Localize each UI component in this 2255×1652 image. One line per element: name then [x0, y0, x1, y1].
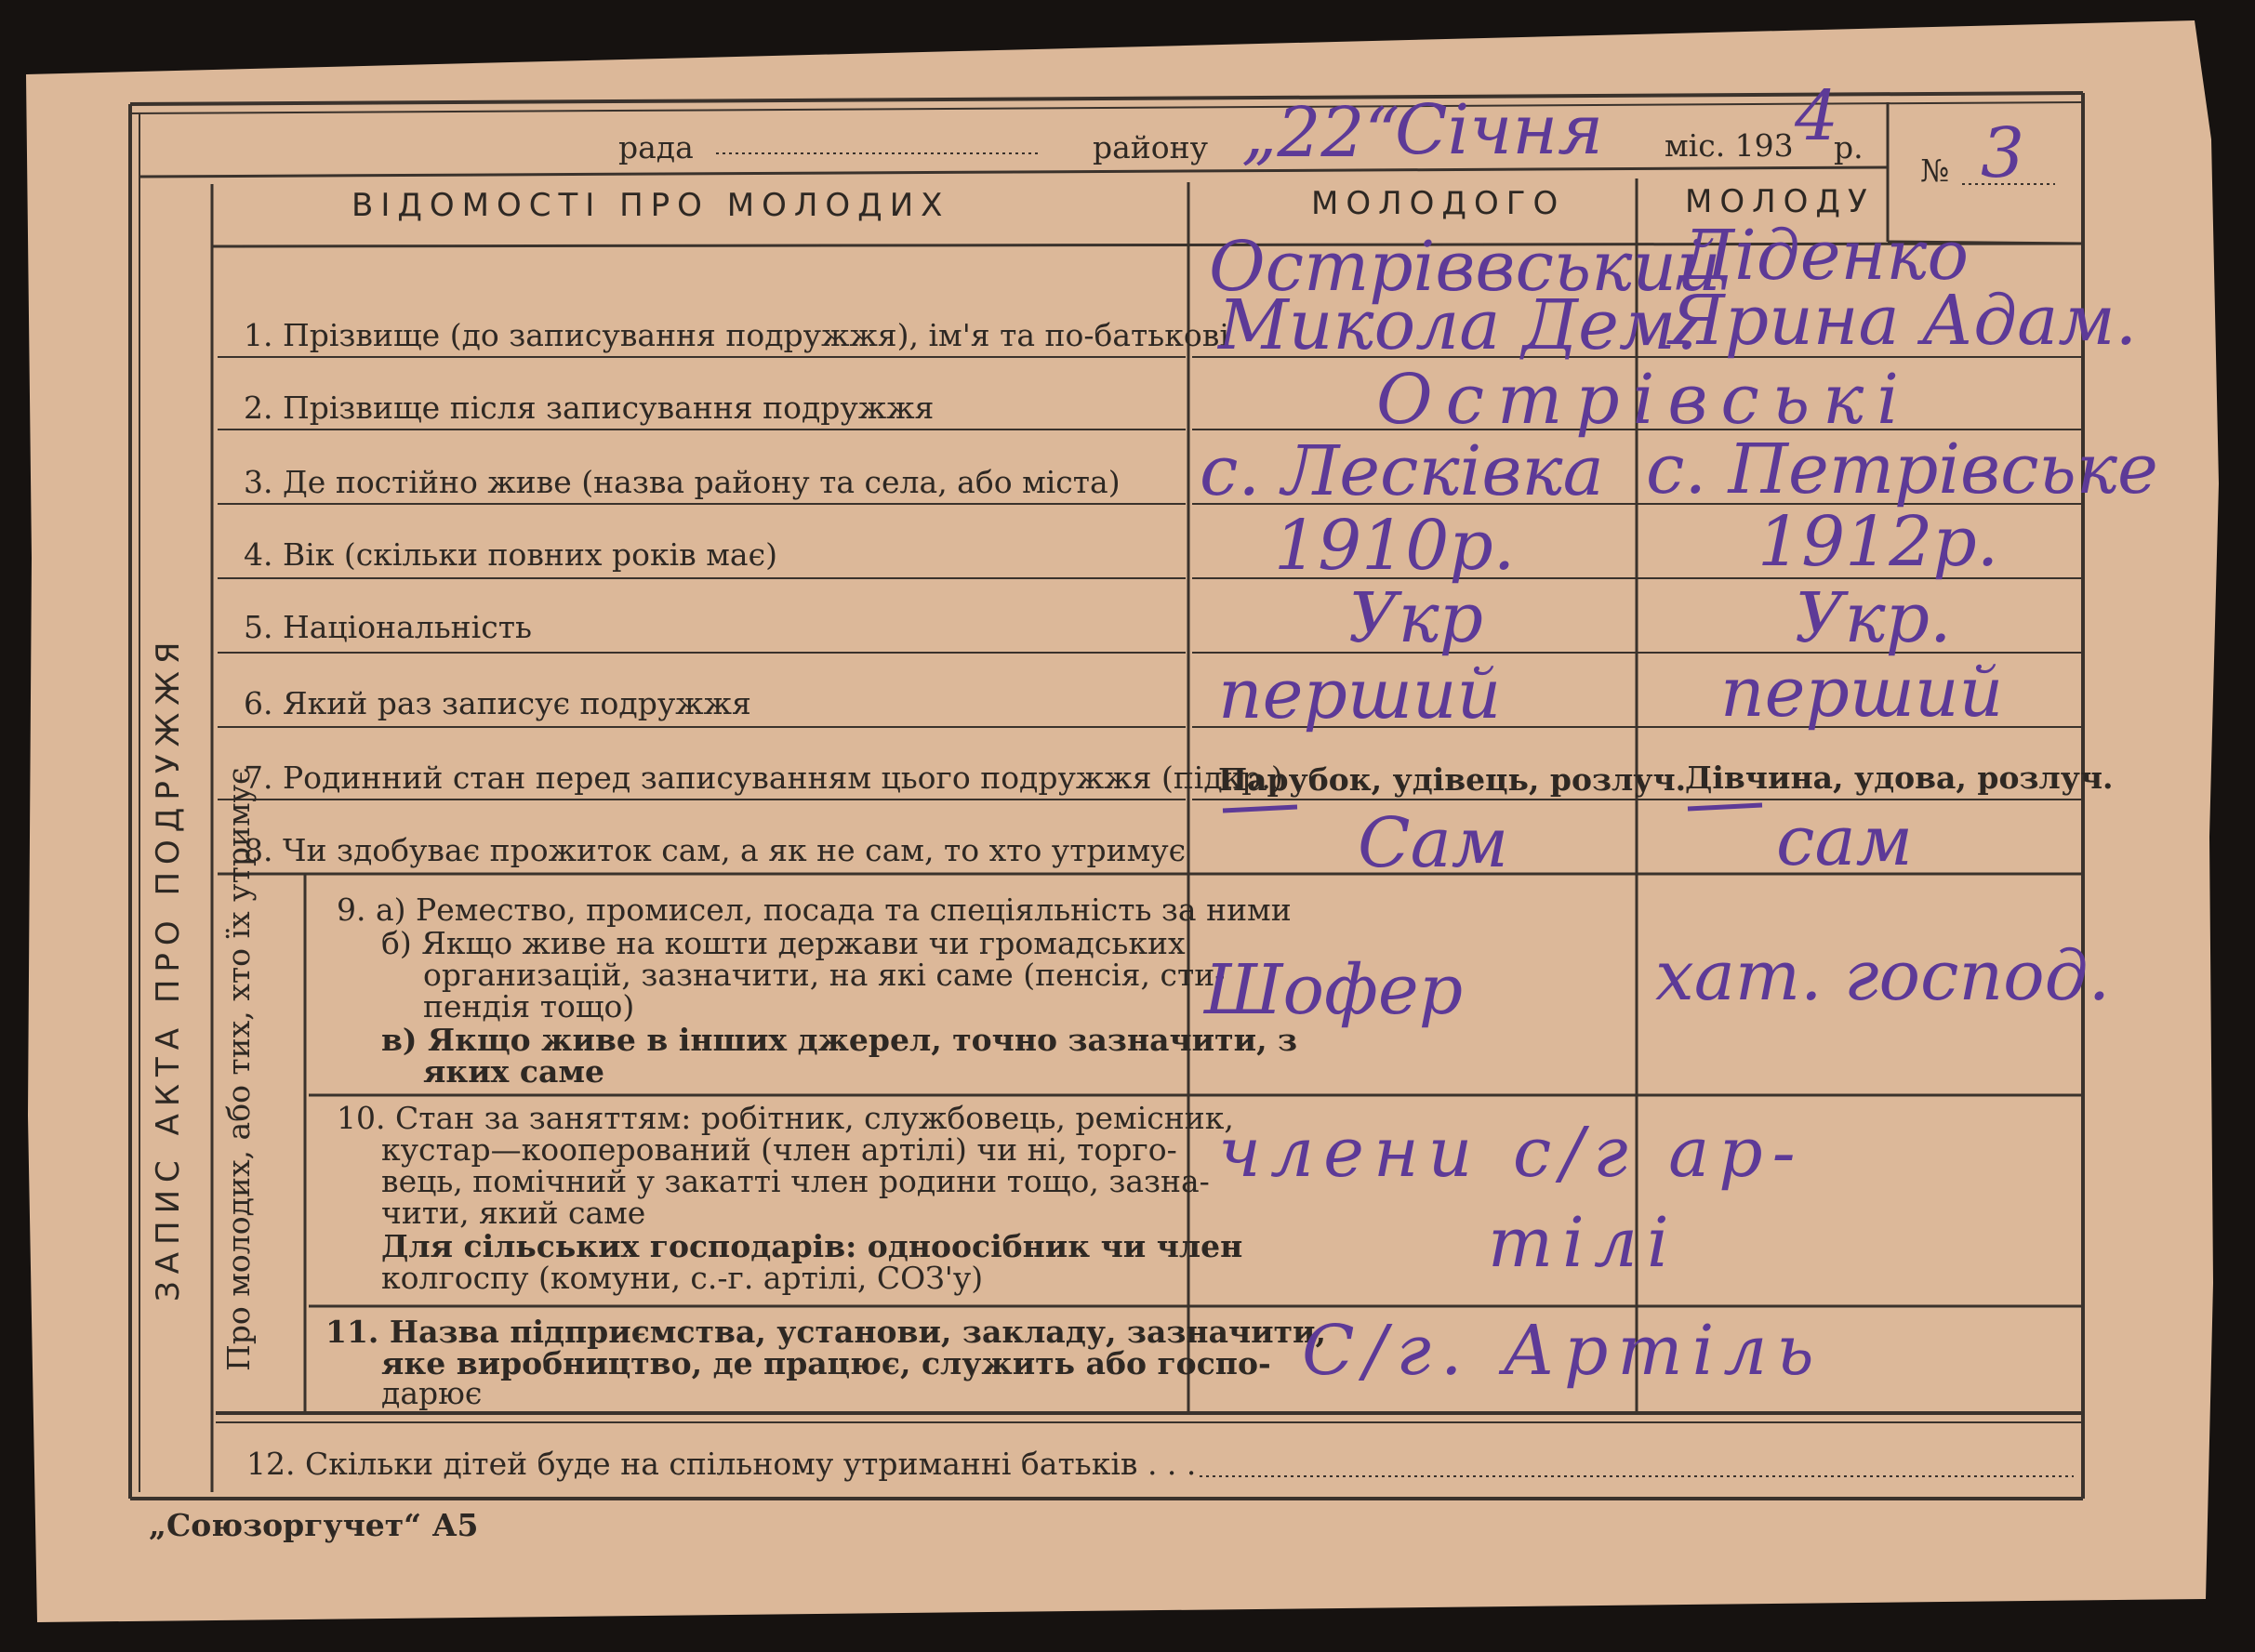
bride-name: Ярина Адам.	[1669, 281, 2138, 361]
date-month: Січня	[1395, 90, 1604, 170]
row-11-line-3: дарює	[381, 1375, 483, 1411]
groom-column-header: МОЛОДОГО	[1311, 185, 1566, 222]
groom-marital-options: Парубок, удівець, розлуч.	[1218, 761, 1687, 798]
side-title: ЗАПИС АКТА ПРО ПОДРУЖЖЯ	[150, 634, 187, 1302]
bride-self-support: сам	[1776, 801, 1913, 881]
raion-label: району	[1093, 129, 1209, 165]
groom-residence: с. Лесківка	[1200, 431, 1604, 511]
info-column-header: ВІДОМОСТІ ПРО МОЛОДИХ	[352, 187, 950, 224]
groom-name: Микола Дем.	[1218, 285, 1698, 365]
row-2-label: 2. Прізвище після записування подружжя	[244, 390, 935, 426]
row-9-line-1: 9. а) Ремество, промисел, посада та спеціяльність за ними	[337, 892, 1292, 928]
row-10-line-1: 10. Стан за заняттям: робітник, службовець, ремісник,	[337, 1100, 1234, 1136]
row-10-line-6: колгоспу (комуни, с.-г. артілі, СОЗ'у)	[381, 1260, 984, 1296]
row-6-label: 6. Який раз записує подружжя	[244, 685, 751, 721]
number-label: №	[1920, 152, 1950, 189]
joint-surname: Острівські	[1376, 360, 1912, 440]
row-11-line-1: 11. Назва підприємства, установи, закладу, зазначити,	[325, 1314, 1326, 1350]
number-value: 3	[1981, 113, 2025, 193]
row-5-label: 5. Національність	[244, 609, 532, 645]
row-3-label: 3. Де постійно живе (назва району та села, або міста)	[244, 464, 1121, 500]
workplace: С/г. Артіль	[1302, 1311, 1824, 1391]
groom-self-support: Сам	[1358, 803, 1509, 883]
occupation-status-line-1: члени с/г ар-	[1218, 1113, 1805, 1193]
row-1-label: 1. Прізвище (до записування подружжя), ім'я та по-батькові	[244, 317, 1229, 353]
occupation-status-line-2: тілі	[1488, 1203, 1678, 1283]
bride-column-header: МОЛОДУ	[1685, 183, 1875, 220]
row-8-label: 8. Чи здобуває прожиток сам, а як не сам, то хто утримує	[244, 832, 1187, 868]
groom-marriage-count: перший	[1218, 654, 1502, 734]
year-digit: 4	[1795, 76, 1839, 156]
month-year-label: міс. 193	[1665, 127, 1794, 164]
bride-residence: с. Петрівське	[1646, 430, 2158, 509]
year-suffix: р.	[1834, 129, 1864, 165]
row-9-line-5: в) Якщо живе в інших джерел, точно зазначити, з	[381, 1022, 1298, 1058]
row-9-line-2: б) Якщо живе на кошти держави чи громадських	[381, 925, 1186, 961]
bride-birth-year: 1912р.	[1758, 502, 1999, 582]
row-10-line-4: чити, який саме	[381, 1195, 646, 1231]
printer-imprint: „Союзоргучет“ А5	[149, 1507, 479, 1543]
bride-marital-options: Дівчина, удова, розлуч.	[1685, 760, 2114, 796]
row-4-label: 4. Вік (скільки повних років має)	[244, 536, 777, 573]
groom-surname: Остріввський	[1209, 227, 1721, 307]
row-10-line-5: Для сільських господарів: одноосібник чи член	[381, 1228, 1243, 1264]
row-9-line-6: яких саме	[423, 1053, 604, 1090]
date-day: „22“	[1241, 93, 1400, 173]
row-11-line-2: яке виробництво, де працює, служить або госпо-	[381, 1345, 1271, 1381]
rada-label: рада	[618, 129, 694, 165]
groom-occupation: Шофер	[1204, 950, 1464, 1030]
row-10-line-2: кустар—кооперований (член артілі) чи ні, торго-	[381, 1131, 1177, 1168]
row-10-line-3: вець, помічний у закатті член родини тощо, зазна-	[381, 1163, 1210, 1199]
groom-nationality: Укр	[1348, 578, 1484, 658]
row-9-line-3: организацій, зазначити, на які саме (пенсія, сти-	[423, 957, 1226, 993]
row-9-line-4: пендія тощо)	[423, 988, 635, 1024]
row-12-label: 12. Скільки дітей буде на спільному утриманні батьків . . .	[246, 1446, 1197, 1482]
bride-marriage-count: перший	[1720, 653, 2004, 733]
row-7-label: 7. Родинний стан перед записуванням цього подружжя (підкр.)	[244, 760, 1283, 796]
bride-occupation: хат. господ.	[1655, 936, 2111, 1016]
groom-birth-year: 1910р.	[1274, 506, 1516, 586]
bride-surname: Діденко	[1678, 216, 1970, 296]
bride-nationality: Укр.	[1795, 578, 1952, 658]
side-subtitle: Про молодих, або тих, хто їх утримує	[220, 767, 257, 1371]
